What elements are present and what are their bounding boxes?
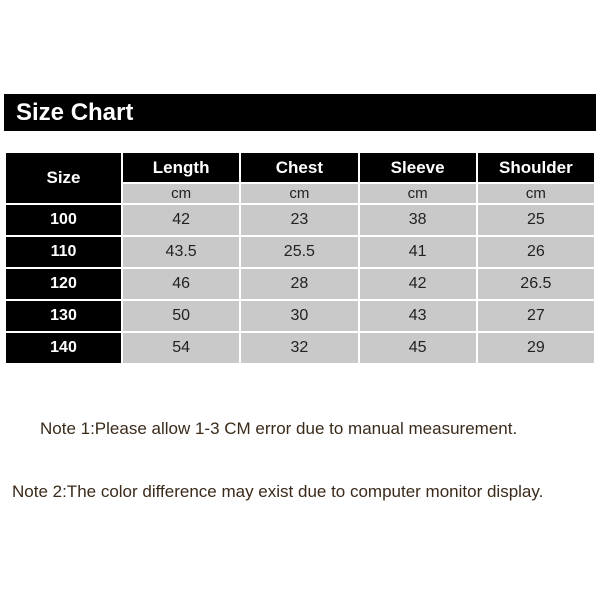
cell-chest: 30 bbox=[241, 301, 357, 331]
column-header-shoulder: Shoulder bbox=[478, 153, 594, 182]
cell-sleeve: 38 bbox=[360, 205, 476, 235]
table-row bbox=[6, 301, 594, 331]
cell-sleeve: 45 bbox=[360, 333, 476, 363]
table-header-row bbox=[6, 153, 594, 182]
cell-shoulder: 26 bbox=[478, 237, 594, 267]
row-size-label: 110 bbox=[6, 237, 121, 267]
cell-length: 46 bbox=[123, 269, 239, 299]
cell-length: 43.5 bbox=[123, 237, 239, 267]
cell-length: 42 bbox=[123, 205, 239, 235]
size-table bbox=[4, 151, 596, 365]
table-row bbox=[6, 237, 594, 267]
column-header-length: Length bbox=[123, 153, 239, 182]
cell-shoulder: 26.5 bbox=[478, 269, 594, 299]
table-row bbox=[6, 333, 594, 363]
cell-chest: 23 bbox=[241, 205, 357, 235]
table-row bbox=[6, 205, 594, 235]
unit-shoulder: cm bbox=[478, 184, 594, 203]
cell-shoulder: 29 bbox=[478, 333, 594, 363]
note-color-difference: Note 2:The color difference may exist due to computer monitor display. bbox=[12, 482, 544, 501]
cell-sleeve: 43 bbox=[360, 301, 476, 331]
row-size-label: 100 bbox=[6, 205, 121, 235]
size-chart-title: Size Chart bbox=[4, 94, 596, 131]
column-header-chest: Chest bbox=[241, 153, 357, 182]
cell-shoulder: 25 bbox=[478, 205, 594, 235]
cell-chest: 32 bbox=[241, 333, 357, 363]
column-header-sleeve: Sleeve bbox=[360, 153, 476, 182]
cell-sleeve: 41 bbox=[360, 237, 476, 267]
row-size-label: 120 bbox=[6, 269, 121, 299]
cell-length: 54 bbox=[123, 333, 239, 363]
unit-chest: cm bbox=[241, 184, 357, 203]
cell-chest: 25.5 bbox=[241, 237, 357, 267]
size-column-header: Size bbox=[6, 153, 121, 203]
cell-length: 50 bbox=[123, 301, 239, 331]
cell-shoulder: 27 bbox=[478, 301, 594, 331]
unit-sleeve: cm bbox=[360, 184, 476, 203]
row-size-label: 130 bbox=[6, 301, 121, 331]
row-size-label: 140 bbox=[6, 333, 121, 363]
cell-chest: 28 bbox=[241, 269, 357, 299]
cell-sleeve: 42 bbox=[360, 269, 476, 299]
unit-length: cm bbox=[123, 184, 239, 203]
note-measurement-error: Note 1:Please allow 1-3 CM error due to manual measurement. bbox=[40, 419, 518, 438]
table-row bbox=[6, 269, 594, 299]
